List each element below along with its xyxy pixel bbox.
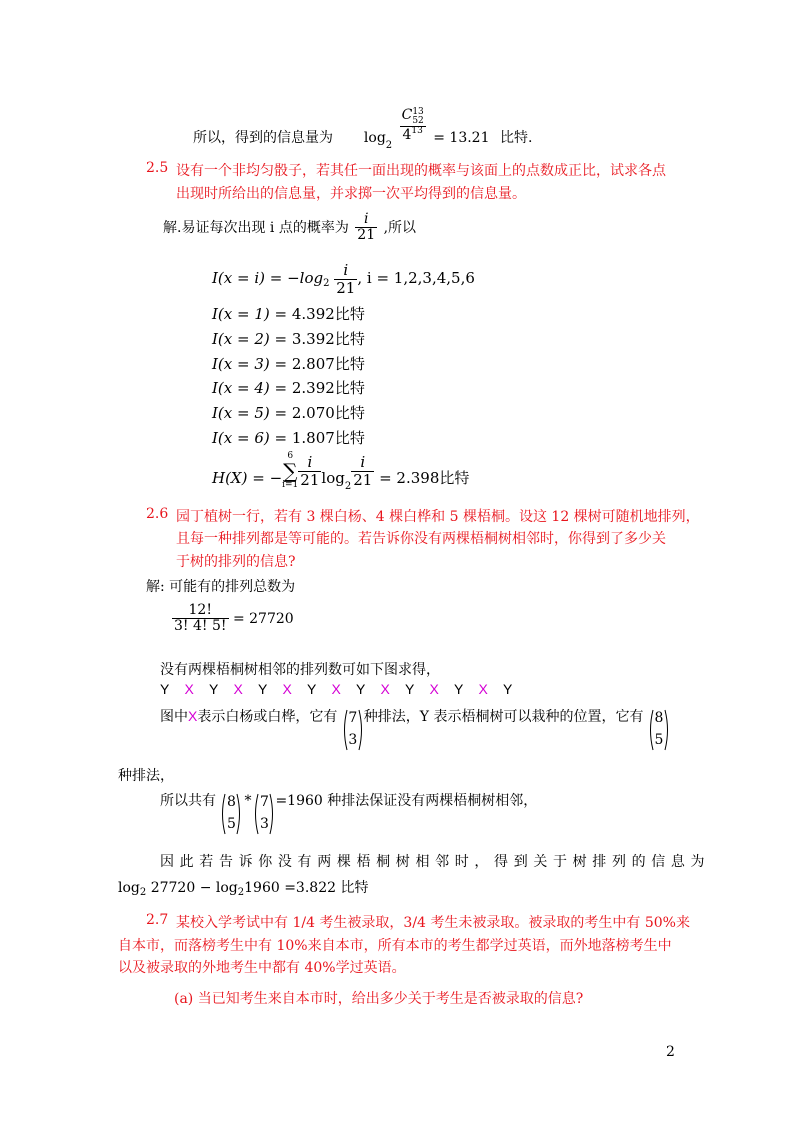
seq-y: Y — [454, 681, 464, 697]
p1-result: = 13.21 — [433, 129, 490, 146]
s25-I-fraction: $\frac{i}{21}$ — [336, 261, 356, 297]
seq-x: X — [233, 681, 243, 697]
s25-I-lhs: I(x = i) = −log — [212, 269, 324, 287]
s26-intro: 解: 可能有的排列总数为 — [146, 579, 296, 595]
q27-line1: 某校入学考试中有 1/4 考生被录取，3/4 考生未被录取。被录取的考生中有 50%来 — [176, 915, 690, 931]
seq-y: Y — [160, 681, 170, 697]
seq-x: X — [282, 681, 292, 697]
s26-fig-mid1: 表示白杨或白桦，它有 — [197, 709, 338, 725]
s26-binom-8-5b: 8 5 — [220, 792, 242, 836]
s25-H-frac1: $\frac{i}{21}$ — [300, 453, 320, 489]
q27-line3: 以及被录取的外地考生中都有 40%学过英语。 — [118, 960, 406, 976]
seq-x: X — [331, 681, 341, 697]
s25-row-5: I(x = 5) = 2.070比特 — [212, 404, 365, 422]
s25-H-val: = 2.398 — [379, 469, 440, 487]
p1-den-sup: 13 — [411, 126, 423, 136]
s26-fig-pre: 图中 — [160, 709, 188, 725]
s25-entropy-formula — [212, 452, 469, 490]
q25-number: 2.5 — [146, 160, 169, 176]
s26-fig-mid2: 种排法，Y 表示梧桐树可以栽种的位置，它有 — [363, 709, 644, 725]
page-number: 2 — [666, 1044, 675, 1060]
p1-prefix: 所以，得到的信息量为 — [193, 129, 333, 146]
s26-conclusion: 因 此 若 告 诉 你 没 有 两 棵 梧 桐 树 相 邻 时 ， 得 到 关 于 树 排 列 的 信 息 为 — [160, 854, 706, 870]
s26-perm-formula — [172, 603, 294, 635]
p1-line — [193, 107, 533, 151]
s26-total-post: =1960 种排法保证没有两棵梧桐树相邻， — [275, 793, 538, 809]
seq-y: Y — [356, 681, 366, 697]
s25-intro: 解.易证每次出现 i 点的概率为 — [163, 219, 349, 236]
seq-y: Y — [209, 681, 219, 697]
q26-number: 2.6 — [146, 506, 169, 522]
q26-line2: 且每一种排列都是等可能的。若告诉你没有两棵梧桐树相邻时，你得到了多少关 — [176, 531, 666, 547]
seq-x: X — [184, 681, 194, 697]
s26-perm-val: = 27720 — [232, 610, 294, 627]
s26-times: * — [244, 793, 252, 809]
p1-log-base: 2 — [385, 139, 393, 151]
s25-row-1: I(x = 1) = 4.392比特 — [212, 305, 365, 323]
q27-number: 2.7 — [146, 912, 169, 928]
q27-line2: 自本市，而落榜考生中有 10%来自本市，所有本市的考生都学过英语，而外地落榜考生中 — [118, 938, 672, 954]
s25-H-lhs: H(X) = − — [212, 469, 283, 487]
p1-fraction — [400, 108, 426, 143]
s26-total-line — [160, 792, 537, 838]
s25-I-rhs: , i = 1,2,3,4,5,6 — [357, 269, 475, 287]
p1-den: 4 — [402, 127, 412, 143]
seq-x: X — [429, 681, 439, 697]
s26-line2: 没有两棵梧桐树相邻的排列数可如下图求得， — [160, 662, 440, 678]
s25-row-4: I(x = 4) = 2.392比特 — [212, 379, 365, 397]
s25-H-frac2: $\frac{i}{21}$ — [353, 453, 373, 489]
q25-line1: 设有一个非均匀骰子，若其任一面出现的概率与该面上的点数成正比，试求各点 — [176, 163, 666, 179]
s26-binom-7-3b: 7 3 — [253, 792, 275, 836]
q25-line2: 出现时所给出的信息量，并求掷一次平均得到的信息量。 — [176, 186, 526, 202]
s26-total-pre: 所以共有 — [160, 793, 216, 809]
s25-row-2: I(x = 2) = 3.392比特 — [212, 330, 365, 348]
s25-prob-fraction: $\frac{i}{21}$ — [357, 211, 376, 244]
s25-row-6: I(x = 6) = 1.807比特 — [212, 429, 365, 447]
s26-sequence — [160, 681, 528, 697]
s26-binom-7-3: 7 3 — [342, 708, 364, 752]
s26-fig-x: X — [188, 708, 198, 724]
s25-row-3: I(x = 3) = 2.807比特 — [212, 355, 365, 373]
s25-sum: 6 ∑ i=1 — [282, 451, 299, 490]
seq-y: Y — [405, 681, 415, 697]
seq-x: X — [478, 681, 488, 697]
s26-figure-line — [160, 708, 670, 754]
seq-y: Y — [503, 681, 513, 697]
p1-C: C — [401, 107, 413, 123]
q26-line3: 于树的排列的信息? — [176, 554, 296, 570]
s26-binom-8-5: 8 5 — [648, 708, 670, 752]
s26-fig-end: 种排法， — [118, 768, 174, 784]
s25-H-base: 2 — [344, 481, 352, 492]
p1-unit: 比特. — [499, 129, 533, 146]
s26-final-formula: $\log_2 27720 - \log_21960 =3.822$ 比特 — [118, 880, 369, 898]
seq-y: Y — [258, 681, 268, 697]
s25-suffix: ,所以 — [383, 219, 417, 236]
seq-y: Y — [307, 681, 317, 697]
q27-part-a: (a) 当已知考生来自本市时，给出多少关于考生是否被录取的信息? — [174, 991, 584, 1007]
p1-C-sup: 13 — [412, 107, 424, 117]
s26-perm-fraction: $\frac{12!}{3! 4! 5!}$ — [174, 602, 227, 635]
s25-I-base: 2 — [323, 278, 330, 289]
s25-info-formula — [212, 262, 475, 296]
s25-H-log: log — [321, 469, 345, 487]
p1-C-sub: 52 — [412, 116, 424, 126]
q26-line1: 园丁植树一行，若有 3 棵白杨、4 棵白桦和 5 棵梧桐。设这 12 棵树可随机地排列， — [176, 509, 700, 525]
s25-intro-line — [163, 212, 416, 244]
s25-H-unit: 比特 — [439, 469, 470, 487]
seq-x: X — [380, 681, 390, 697]
p1-log: log — [363, 129, 386, 146]
